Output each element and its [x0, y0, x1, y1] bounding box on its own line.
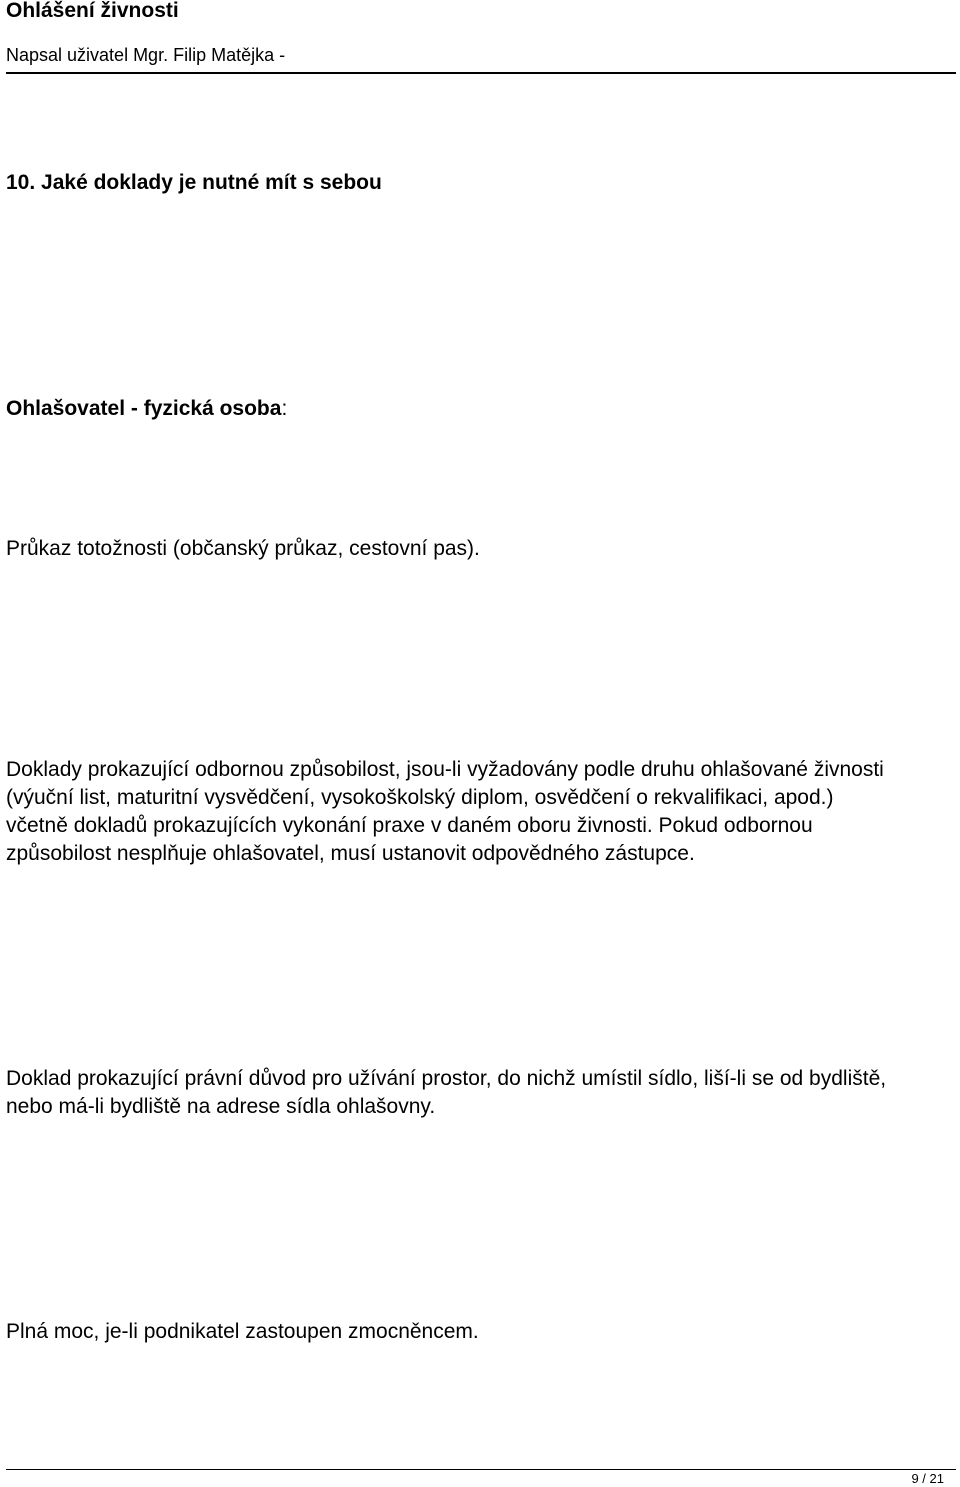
- paragraph-identity-document: [6, 535, 954, 563]
- page-number: 9 / 21: [911, 1471, 944, 1486]
- header-divider: [6, 72, 956, 74]
- subheading: [6, 396, 287, 422]
- paragraph-line: Doklad prokazující právní důvod pro užívání prostor, do nichž umístil sídlo, liší-li se od bydliště,: [6, 1067, 887, 1090]
- section-heading: 10. Jaké doklady je nutné mít s sebou: [6, 171, 382, 194]
- paragraph-line: Doklady prokazující odbornou způsobilost, jsou-li vyžadovány podle druhu ohlašované živnosti: [6, 758, 884, 781]
- subheading-colon: :: [281, 397, 288, 420]
- paragraph-line: včetně dokladů prokazujících vykonání praxe v daném oboru živnosti. Pokud odbornou: [6, 814, 813, 837]
- paragraph-qualification-documents: [6, 756, 954, 868]
- page-header-title: Ohlášení živnosti: [6, 0, 179, 22]
- author-line: Napsal uživatel Mgr. Filip Matějka -: [6, 45, 286, 65]
- subheading-label: Ohlašovatel - fyzická osoba: [6, 397, 282, 420]
- paragraph-line: způsobilost nesplňuje ohlašovatel, musí ustanovit odpovědného zástupce.: [6, 842, 695, 865]
- paragraph-power-of-attorney: [6, 1318, 954, 1346]
- paragraph-line: (výuční list, maturitní vysvědčení, vysokoškolský diplom, osvědčení o rekvalifikaci, apod.): [6, 786, 834, 809]
- paragraph-premises-document: [6, 1065, 954, 1121]
- paragraph-line: nebo má-li bydliště na adrese sídla ohlašovny.: [6, 1095, 436, 1118]
- paragraph-line: Průkaz totožnosti (občanský průkaz, cestovní pas).: [6, 537, 480, 560]
- paragraph-line: Plná moc, je-li podnikatel zastoupen zmocněncem.: [6, 1320, 479, 1343]
- footer-divider: [6, 1469, 956, 1470]
